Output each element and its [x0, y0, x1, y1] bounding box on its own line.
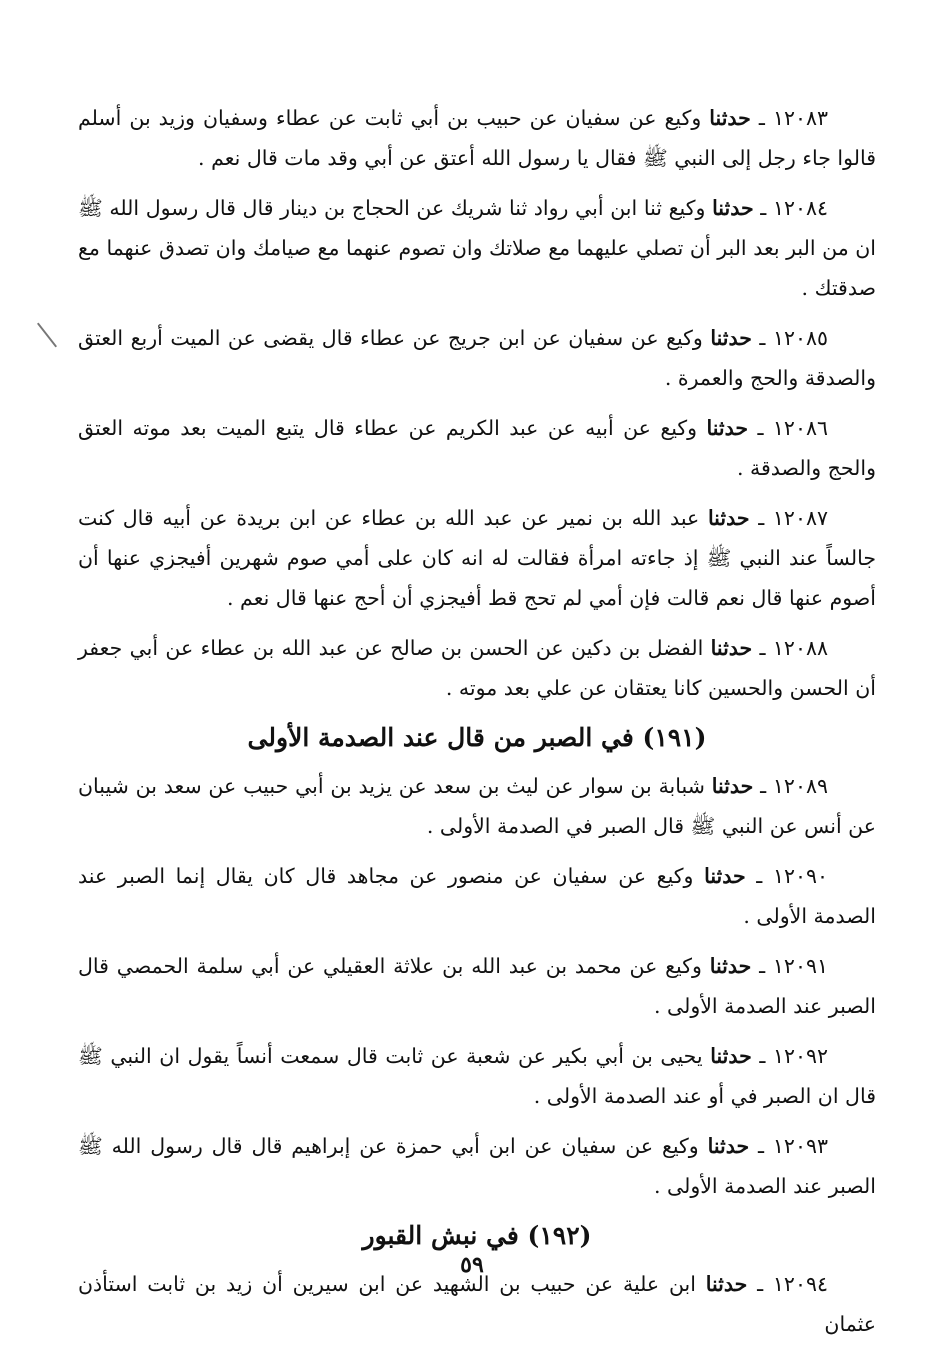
- entry-number: ١٢٠٩٠: [772, 864, 828, 888]
- entry-lead-word: حدثنا: [709, 106, 751, 130]
- entry-text: شبابة بن سوار عن ليث بن سعد عن يزيد بن أبي حبيب عن سعد بن شيبان عن أنس عن النبي ﷺ قال الصبر في الصدمة الأولى .: [78, 774, 876, 838]
- section-heading: (١٩٢) في نبش القبور: [362, 1221, 592, 1250]
- entry-text: وكيع عن أبيه عن عبد الكريم عن عطاء قال يتبع الميت بعد موته العتق والحج والصدقة .: [78, 416, 876, 480]
- entry-text: وكيع عن سفيان عن حبيب بن أبي ثابت عن عطاء وسفيان وزيد بن أسلم قالوا جاء رجل إلى النبي ﷺ فقال يا رسول الله أعتق عن أبي وقد مات قال نعم .: [78, 106, 876, 170]
- hadith-entry: ١٢٠٩٠ ـ حدثنا وكيع عن سفيان عن منصور عن مجاهد قال كان يقال إنما الصبر عند الصدمة الأولى .: [78, 864, 876, 928]
- hadith-entry: ١٢٠٨٥ ـ حدثنا وكيع عن سفيان عن ابن جريج عن عطاء قال يقضى عن الميت أربع العتق والصدقة والحج والعمرة .: [78, 326, 876, 390]
- hadith-entry: ١٢٠٨٣ ـ حدثنا وكيع عن سفيان عن حبيب بن أبي ثابت عن عطاء وسفيان وزيد بن أسلم قالوا جاء رجل إلى النبي ﷺ فقال يا رسول الله أعتق عن أبي وقد مات قال نعم .: [78, 106, 876, 170]
- entry-number: ١٢٠٨٤: [772, 196, 828, 220]
- entry-lead-word: حدثنا: [710, 1044, 752, 1068]
- section-heading: (١٩١) في الصبر من قال عند الصدمة الأولى: [247, 723, 707, 752]
- entry-lead-word: حدثنا: [711, 774, 754, 798]
- entry-text: عبد الله بن نمير عن عبد الله بن عطاء عن ابن بريدة عن أبيه قال كنت جالساً عند النبي ﷺ إذ جاءته امرأة فقالت له انه كان على أمي صوم شهرين أفيجزي عنها أن أصوم عنها قال نعم قالت فإن أمي لم تحج قط أفيجزي أن أحج عنها قال نعم .: [78, 506, 876, 610]
- hadith-entry: ١٢٠٩٣ ـ حدثنا وكيع عن سفيان عن ابن أبي حمزة عن إبراهيم قال قال رسول الله ﷺ الصبر عند الصدمة الأولى .: [78, 1134, 876, 1198]
- hadith-entry: ١٢٠٨٩ ـ حدثنا شبابة بن سوار عن ليث بن سعد عن يزيد بن أبي حبيب عن سعد بن شيبان عن أنس عن النبي ﷺ قال الصبر في الصدمة الأولى .: [78, 774, 876, 838]
- entry-lead-word: حدثنا: [706, 416, 749, 440]
- entry-lead-word: حدثنا: [707, 506, 750, 530]
- entry-text: وكيع عن سفيان عن ابن أبي حمزة عن إبراهيم قال قال رسول الله ﷺ الصبر عند الصدمة الأولى .: [78, 1134, 876, 1198]
- entry-number: ١٢٠٨٧: [772, 506, 828, 530]
- entry-lead-word: حدثنا: [704, 864, 746, 888]
- hadith-entry: ١٢٠٩٢ ـ حدثنا يحيى بن أبي بكير عن شعبة عن ثابت قال سمعت أنساً يقول ان النبي ﷺ قال ان الصبر في أو عند الصدمة الأولى .: [78, 1044, 876, 1108]
- entry-text: ابن علية عن حبيب بن الشهيد عن ابن سيرين أن زيد بن ثابت استأذن عثمان: [78, 1272, 876, 1336]
- entry-lead-word: حدثنا: [707, 1134, 750, 1158]
- entry-number: ١٢٠٩١: [772, 954, 828, 978]
- hadith-entry: ١٢٠٨٨ ـ حدثنا الفضل بن دكين عن الحسن بن صالح عن عبد الله بن عطاء عن أبي جعفر أن الحسن والحسين كانا يعتقان عن علي بعد موته .: [78, 636, 876, 700]
- entry-number: ١٢٠٩٢: [772, 1044, 828, 1068]
- margin-mark: [37, 323, 57, 348]
- entry-number: ١٢٠٨٣: [772, 106, 828, 130]
- hadith-entry: ١٢٠٨٤ ـ حدثنا وكيع ثنا ابن أبي رواد ثنا شريك عن الحجاج بن دينار قال قال رسول الله ﷺ ان من البر بعد البر أن تصلي عليهما مع صلاتك وان تصوم عنهما مع صيامك وان تصدق عنهما مع صدقتك .: [78, 196, 876, 300]
- entry-number: ١٢٠٨٨: [772, 636, 828, 660]
- entry-lead-word: حدثنا: [712, 196, 754, 220]
- entry-number: ١٢٠٩٣: [772, 1134, 828, 1158]
- entry-lead-word: حدثنا: [705, 1272, 748, 1296]
- entry-number: ١٢٠٨٩: [772, 774, 828, 798]
- entry-number: ١٢٠٩٤: [772, 1272, 828, 1296]
- hadith-entry: ١٢٠٩١ ـ حدثنا وكيع عن محمد بن عبد الله بن علاثة العقيلي عن أبي سلمة الحمصي قال الصبر عند الصدمة الأولى .: [78, 954, 876, 1018]
- entry-lead-word: حدثنا: [710, 326, 752, 350]
- page-content: [78, 98, 876, 1354]
- page-number: ٥٩: [460, 1252, 484, 1278]
- entry-number: ١٢٠٨٦: [772, 416, 828, 440]
- entry-text: وكيع ثنا ابن أبي رواد ثنا شريك عن الحجاج بن دينار قال قال رسول الله ﷺ ان من البر بعد البر أن تصلي عليهما مع صلاتك وان تصوم عنهما مع صيامك وان تصدق عنهما مع صدقتك .: [78, 196, 876, 300]
- entry-lead-word: حدثنا: [709, 954, 752, 978]
- entry-text: الفضل بن دكين عن الحسن بن صالح عن عبد الله بن عطاء عن أبي جعفر أن الحسن والحسين كانا يعتقان عن علي بعد موته .: [78, 636, 876, 700]
- entry-lead-word: حدثنا: [710, 636, 753, 660]
- hadith-entry: ١٢٠٩٤ ـ حدثنا ابن علية عن حبيب بن الشهيد عن ابن سيرين أن زيد بن ثابت استأذن عثمان: [78, 1272, 876, 1336]
- entry-text: يحيى بن أبي بكير عن شعبة عن ثابت قال سمعت أنساً يقول ان النبي ﷺ قال ان الصبر في أو عند الصدمة الأولى .: [78, 1044, 876, 1108]
- entry-text: وكيع عن سفيان عن منصور عن مجاهد قال كان يقال إنما الصبر عند الصدمة الأولى .: [78, 864, 876, 928]
- entry-text: وكيع عن سفيان عن ابن جريج عن عطاء قال يقضى عن الميت أربع العتق والصدقة والحج والعمرة .: [78, 326, 876, 390]
- entry-text: وكيع عن محمد بن عبد الله بن علاثة العقيلي عن أبي سلمة الحمصي قال الصبر عند الصدمة الأولى .: [78, 954, 876, 1018]
- hadith-entry: ١٢٠٨٦ ـ حدثنا وكيع عن أبيه عن عبد الكريم عن عطاء قال يتبع الميت بعد موته العتق والحج والصدقة .: [78, 416, 876, 480]
- hadith-entry: ١٢٠٨٧ ـ حدثنا عبد الله بن نمير عن عبد الله بن عطاء عن ابن بريدة عن أبيه قال كنت جالساً عند النبي ﷺ إذ جاءته امرأة فقالت له انه كان على أمي صوم شهرين أفيجزي عنها أن أصوم عنها قال نعم قالت فإن أمي لم تحج قط أفيجزي أن أحج عنها قال نعم .: [78, 506, 876, 610]
- entry-number: ١٢٠٨٥: [772, 326, 828, 350]
